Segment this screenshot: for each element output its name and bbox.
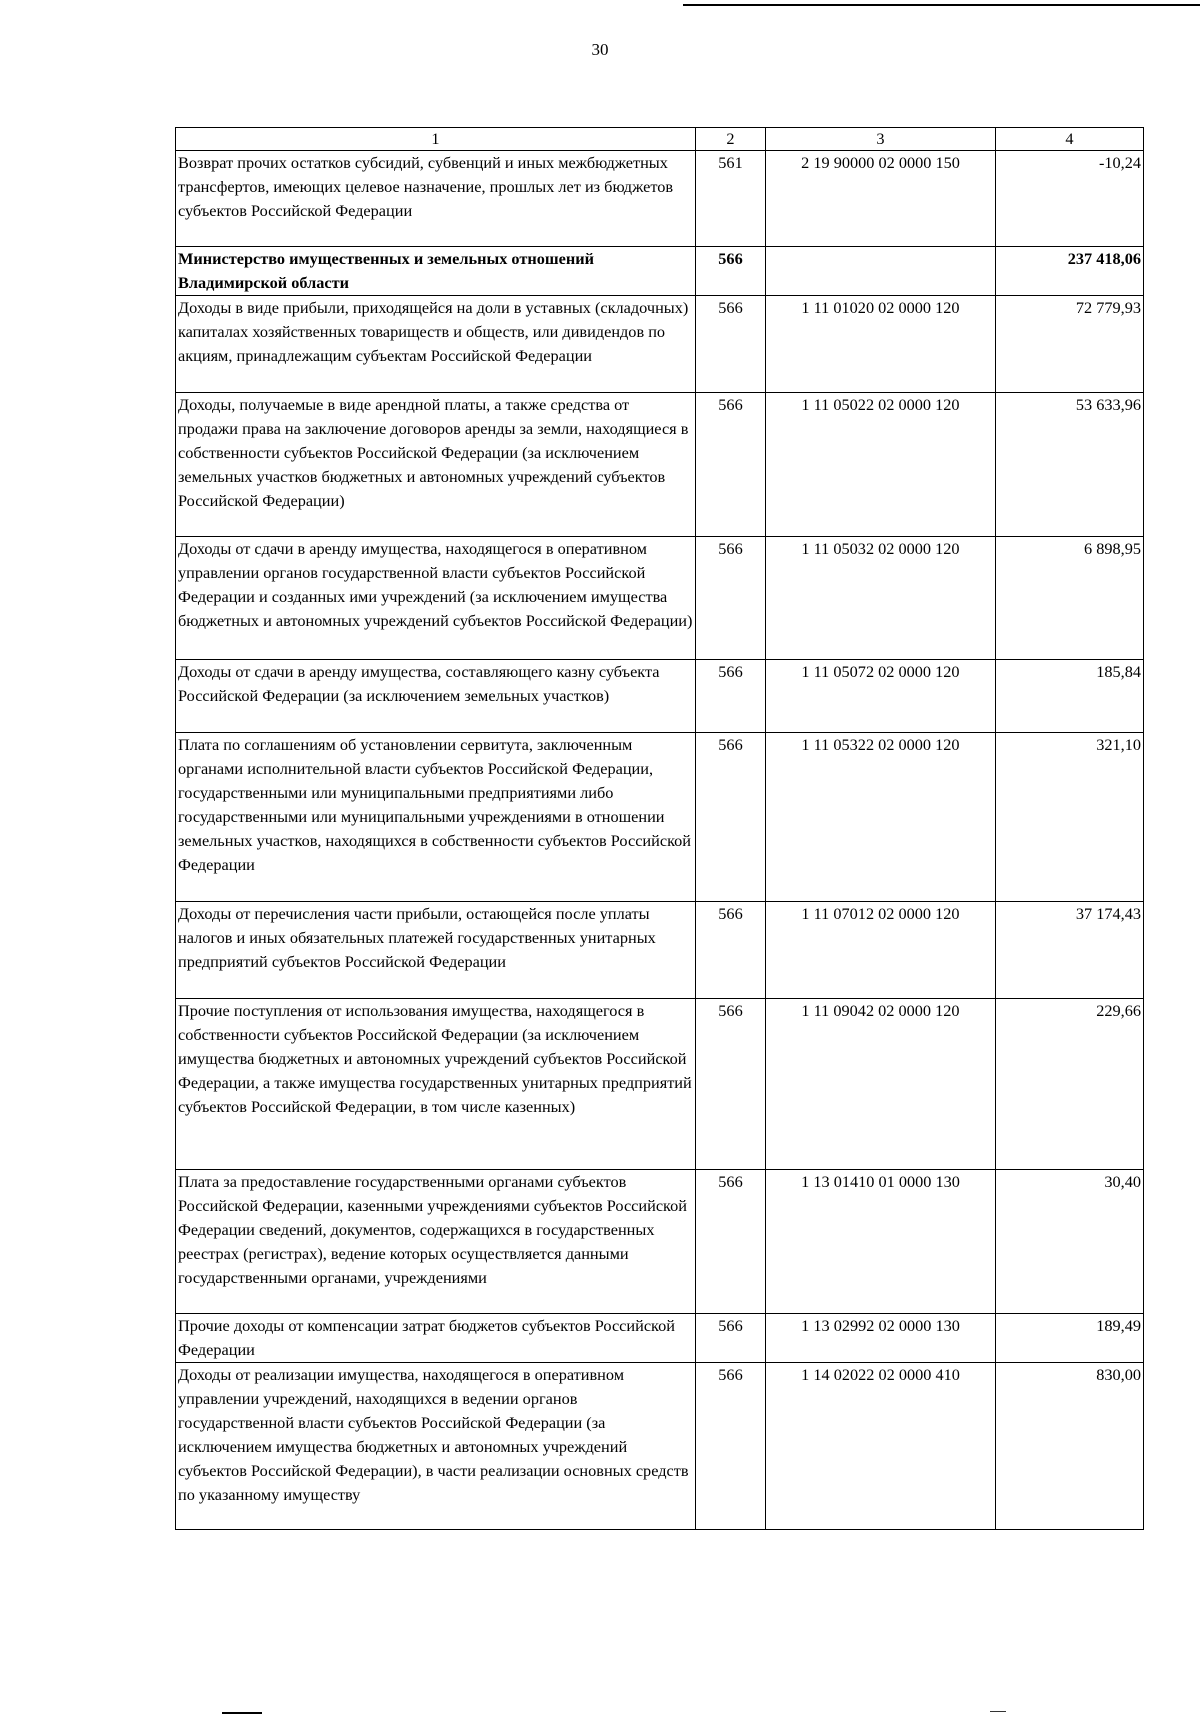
table-row xyxy=(176,296,1144,393)
row-amount: 830,00 xyxy=(996,1363,1144,1530)
row-name: Прочие доходы от компенсации затрат бюджетов субъектов Российской Федерации xyxy=(176,1314,696,1363)
row-admin-code: 566 xyxy=(696,1363,766,1530)
column-header-amount: 4 xyxy=(996,128,1144,151)
row-budget-code: 1 11 05032 02 0000 120 xyxy=(766,537,996,660)
row-budget-code: 1 11 05072 02 0000 120 xyxy=(766,660,996,733)
row-name: Доходы, получаемые в виде арендной платы, а также средства от продажи права на заключение договоров аренды за земли, находящиеся в собственности субъектов Российской Федерации (за исключением земельных участков бюджетных и автономных учреждений субъектов Российской Федерации) xyxy=(176,393,696,537)
row-amount: 53 633,96 xyxy=(996,393,1144,537)
row-budget-code: 1 11 09042 02 0000 120 xyxy=(766,999,996,1170)
row-amount: 229,66 xyxy=(996,999,1144,1170)
bottom-scan-mark-right xyxy=(990,1711,1006,1712)
table-row xyxy=(176,151,1144,247)
row-budget-code: 1 14 02022 02 0000 410 xyxy=(766,1363,996,1530)
row-name: Возврат прочих остатков субсидий, субвенций и иных межбюджетных трансфертов, имеющих целевое назначение, прошлых лет из бюджетов субъектов Российской Федерации xyxy=(176,151,696,247)
row-budget-code: 2 19 90000 02 0000 150 xyxy=(766,151,996,247)
row-budget-code: 1 11 07012 02 0000 120 xyxy=(766,902,996,999)
row-amount: 189,49 xyxy=(996,1314,1144,1363)
column-header-name: 1 xyxy=(176,128,696,151)
row-admin-code: 566 xyxy=(696,296,766,393)
row-admin-code: 566 xyxy=(696,902,766,999)
row-budget-code: 1 11 05022 02 0000 120 xyxy=(766,393,996,537)
bottom-scan-mark xyxy=(222,1712,262,1714)
row-admin-code: 566 xyxy=(696,1314,766,1363)
column-header-code: 3 xyxy=(766,128,996,151)
row-admin-code: 566 xyxy=(696,733,766,902)
row-admin-code: 561 xyxy=(696,151,766,247)
row-name: Доходы в виде прибыли, приходящейся на доли в уставных (складочных) капиталах хозяйственных товариществ и обществ, или дивидендов по акциям, принадлежащим субъектам Российской Федерации xyxy=(176,296,696,393)
row-admin-code: 566 xyxy=(696,999,766,1170)
row-name: Доходы от сдачи в аренду имущества, составляющего казну субъекта Российской Федерации (за исключением земельных участков) xyxy=(176,660,696,733)
row-amount: -10,24 xyxy=(996,151,1144,247)
top-rule xyxy=(683,4,1200,6)
row-budget-code: 1 11 01020 02 0000 120 xyxy=(766,296,996,393)
row-amount: 72 779,93 xyxy=(996,296,1144,393)
row-admin-code: 566 xyxy=(696,1170,766,1314)
table-row xyxy=(176,537,1144,660)
table-row xyxy=(176,999,1144,1170)
table-row xyxy=(176,1314,1144,1363)
table-row xyxy=(176,660,1144,733)
row-budget-code: 1 11 05322 02 0000 120 xyxy=(766,733,996,902)
row-admin-code: 566 xyxy=(696,537,766,660)
row-name: Доходы от сдачи в аренду имущества, находящегося в оперативном управлении органов государственной власти субъектов Российской Федерации и созданных ими учреждений (за исключением имущества бюджетных и автономных учреждений субъектов Российской Федерации) xyxy=(176,537,696,660)
row-admin-code: 566 xyxy=(696,247,766,296)
row-name: Плата по соглашениям об установлении сервитута, заключенным органами исполнительной власти субъектов Российской Федерации, государственными или муниципальными предприятиями либо государственными или муниципальными учреждениями в отношении земельных участков, находящихся в собственности субъектов Российской Федерации xyxy=(176,733,696,902)
row-name: Плата за предоставление государственными органами субъектов Российской Федерации, казенными учреждениями субъектов Российской Федерации сведений, документов, содержащихся в государственных реестрах (регистрах), ведение которых осуществляется данными государственными органами, учреждениями xyxy=(176,1170,696,1314)
page-number: 30 xyxy=(591,40,609,59)
row-budget-code xyxy=(766,247,996,296)
column-header-admin: 2 xyxy=(696,128,766,151)
row-amount: 37 174,43 xyxy=(996,902,1144,999)
row-budget-code: 1 13 02992 02 0000 130 xyxy=(766,1314,996,1363)
row-amount: 30,40 xyxy=(996,1170,1144,1314)
row-name: Доходы от перечисления части прибыли, остающейся после уплаты налогов и иных обязательных платежей государственных унитарных предприятий субъектов Российской Федерации xyxy=(176,902,696,999)
row-amount: 6 898,95 xyxy=(996,537,1144,660)
row-admin-code: 566 xyxy=(696,393,766,537)
row-amount: 185,84 xyxy=(996,660,1144,733)
row-amount: 321,10 xyxy=(996,733,1144,902)
row-budget-code: 1 13 01410 01 0000 130 xyxy=(766,1170,996,1314)
table-row-ministry xyxy=(176,247,1144,296)
table-row xyxy=(176,1363,1144,1530)
row-name: Министерство имущественных и земельных отношений Владимирской области xyxy=(176,247,696,296)
table-row xyxy=(176,393,1144,537)
table-header-row xyxy=(176,128,1144,151)
table-row xyxy=(176,902,1144,999)
row-admin-code: 566 xyxy=(696,660,766,733)
row-name: Доходы от реализации имущества, находящегося в оперативном управлении учреждений, находящихся в ведении органов государственной власти субъектов Российской Федерации (за исключением имущества бюджетных и автономных учреждений субъектов Российской Федерации), в части реализации основных средств по указанному имуществу xyxy=(176,1363,696,1530)
table-row xyxy=(176,1170,1144,1314)
revenue-table xyxy=(175,127,1144,1530)
table-row xyxy=(176,733,1144,902)
row-amount: 237 418,06 xyxy=(996,247,1144,296)
row-name: Прочие поступления от использования имущества, находящегося в собственности субъектов Российской Федерации (за исключением имущества бюджетных и автономных учреждений субъектов Российской Федерации, а также имущества государственных унитарных предприятий субъектов Российской Федерации, в том числе казенных) xyxy=(176,999,696,1170)
